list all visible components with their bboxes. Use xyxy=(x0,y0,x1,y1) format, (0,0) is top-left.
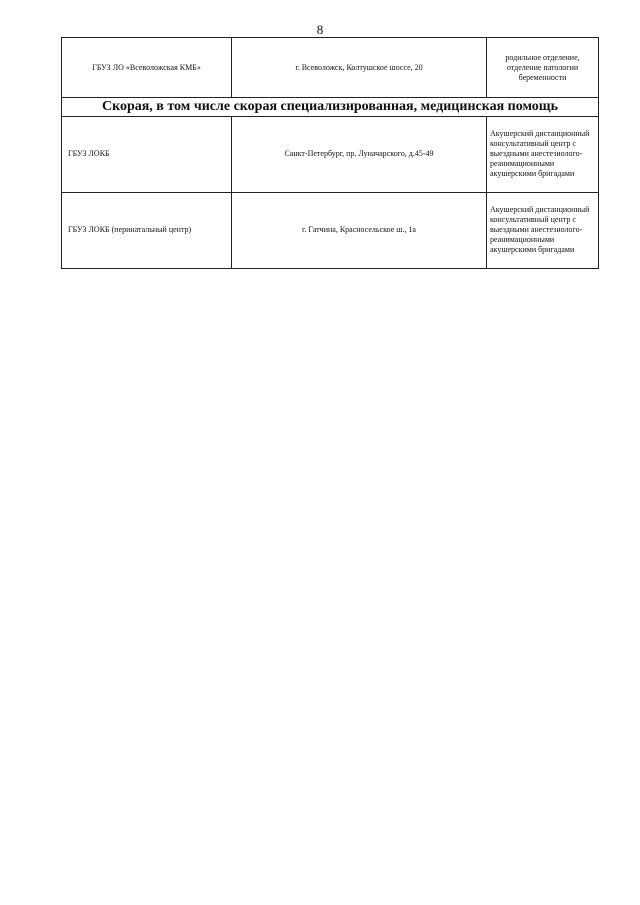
section-title: Скорая, в том числе скорая специализированная, медицинская помощь xyxy=(62,98,599,117)
department-cell: Акушерский дистанционный консультативный центр с выездными анестезиолого-реанимационными акушерскими бригадами xyxy=(487,116,599,192)
medical-facilities-table xyxy=(61,37,599,269)
address-cell: Санкт-Петербург, пр. Луначарского, д.45-49 xyxy=(232,116,487,192)
address-cell: г. Всеволожск, Колтушское шоссе, 20 xyxy=(232,38,487,98)
table-row xyxy=(62,38,599,98)
organization-cell: ГБУЗ ЛОКБ xyxy=(62,116,232,192)
table-row xyxy=(62,116,599,192)
organization-cell: ГБУЗ ЛОКБ (перинатальный центр) xyxy=(62,192,232,268)
page-number: 8 xyxy=(316,22,324,37)
address-cell: г. Гатчина, Красносельское ш., 1а xyxy=(232,192,487,268)
table-row xyxy=(62,192,599,268)
organization-cell: ГБУЗ ЛО «Всеволожская КМБ» xyxy=(62,38,232,98)
department-cell: родильное отделение, отделение патологии беременности xyxy=(487,38,599,98)
section-header-row xyxy=(62,98,599,117)
department-cell: Акушерский дистанционный консультативный центр с выездными анестезиолого-реанимационными акушерскими бригадами xyxy=(487,192,599,268)
